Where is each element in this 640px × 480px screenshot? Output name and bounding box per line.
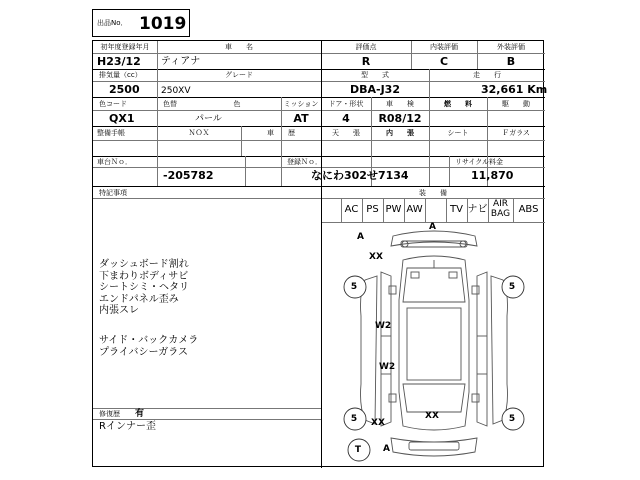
left-doors-shape (381, 272, 391, 426)
exterior-score-value: B (506, 55, 516, 68)
pillar-left-shape (411, 272, 419, 278)
tire-rear-left-value: 5 (350, 414, 358, 424)
car-name-label: 車 名 (225, 43, 253, 51)
remark-line: シートシミ・ヘタリ (99, 282, 189, 293)
color-code-label: 色コード (99, 100, 127, 108)
right-side-shape (491, 276, 508, 424)
chassis-no-label: 車台Ｎｏ． (97, 158, 132, 166)
right-doors-shape (477, 272, 487, 426)
mission-label: ミッション (283, 100, 319, 108)
pillar-right-shape (449, 272, 457, 278)
remarks-label: 特記事項 (99, 189, 127, 197)
recycle-fee-label: リサイクル料金 (455, 158, 504, 166)
tire-rear-right-value: 5 (508, 414, 516, 424)
score-label: 評価点 (355, 43, 377, 51)
remark-line: プライバシーガラス (99, 346, 188, 358)
fuel-label: 燃 料 (444, 100, 472, 108)
score-value: R (361, 55, 371, 68)
mark-a-bottom: A (383, 444, 390, 454)
remarks-group-1 (99, 259, 189, 317)
equip-pw: PW (385, 204, 402, 215)
nox-label: ＮＯＸ (188, 129, 210, 137)
interior-score-value: C (439, 55, 449, 68)
windshield-shape (403, 268, 465, 302)
model-value: DBA-J32 (350, 83, 400, 96)
equipment-row (341, 198, 545, 222)
color-code-value: QX1 (109, 112, 135, 125)
model-label: 型 式 (361, 71, 389, 79)
rear-bumper-shape (391, 438, 477, 456)
exterior-score-label: 外装評価 (497, 43, 525, 51)
equip-ac: AC (344, 204, 359, 215)
equip-abs: ABS (518, 204, 539, 215)
equip-aw: AW (406, 204, 423, 215)
body-top-shape (399, 256, 469, 430)
mileage-label: 走 行 (473, 71, 501, 79)
mirror-left-shape (389, 286, 396, 294)
remark-line: 下まわりボディサビ (99, 270, 189, 282)
roof-shape (407, 308, 461, 380)
mission-value: AT (293, 112, 309, 125)
repair-history-label: 修復歴 (99, 410, 120, 418)
mark-a-top-center: A (429, 222, 436, 232)
inspection-label: 車 検 (386, 100, 414, 108)
mileage-value: 32,661 Km (481, 83, 548, 96)
left-side-shape (361, 276, 378, 424)
doors-value: 4 (342, 112, 350, 125)
equip-navi: ナビ (467, 204, 488, 215)
grade-value: 250XV (161, 86, 191, 96)
mirror-right-shape (472, 286, 479, 294)
repair-note: Rインナー歪 (99, 421, 156, 432)
door-shape-label: ドア・形状 (328, 100, 364, 108)
tire-front-left-value: 5 (350, 282, 358, 292)
panel-left-shape (389, 394, 396, 402)
interior-score-label: 内装評価 (430, 43, 458, 51)
history-label: 車 歴 (267, 129, 295, 137)
remark-line: ダッシュボード割れ (99, 259, 189, 270)
first-reg-label: 初年度登録年月 (100, 43, 150, 51)
glass-label: Ｆガラス (502, 129, 530, 137)
lot-number: 1019 (139, 14, 187, 34)
chassis-no-value: -205782 (163, 169, 214, 182)
grade-label: グレード (225, 71, 253, 79)
remark-line: サイド・バックカメラ (99, 335, 199, 346)
color-value: パール (195, 114, 222, 124)
panel-right-shape (472, 394, 479, 402)
equip-ps: PS (366, 204, 379, 215)
recycle-fee-value: 11,870 (471, 169, 514, 182)
tire-front-right-value: 5 (508, 282, 516, 292)
mark-w2-lower: W2 (379, 362, 396, 372)
displacement-label: 排気量（cc） (99, 71, 142, 79)
color-label: 色 (233, 100, 241, 108)
equip-airbag: AIR BAG (490, 199, 511, 219)
inspection-value: R08/12 (378, 112, 422, 125)
reg-no-value: なにわ302せ7134 (311, 169, 409, 182)
first-reg-value: H23/12 (97, 55, 141, 68)
trunk-shape (409, 442, 459, 450)
color-change-label: 色替 (163, 100, 177, 108)
car-name-value: ティアナ (161, 56, 201, 67)
auction-sheet (92, 40, 548, 467)
equipment-label: 装 備 (419, 189, 447, 197)
interior-label: 内 張 (386, 129, 414, 137)
reg-no-label: 登録Ｎｏ． (287, 158, 322, 166)
displacement-value: 2500 (109, 83, 140, 96)
mark-xx-front-left: XX (369, 252, 383, 262)
spare-tire-value: T (354, 445, 362, 455)
rear-window-shape (403, 384, 465, 412)
lot-number-box (92, 9, 190, 37)
sunroof-label: 天 張 (332, 129, 360, 137)
mark-xx-rear-left: XX (371, 418, 385, 428)
drive-label: 駆 動 (502, 100, 530, 108)
car-diagram (331, 224, 537, 464)
mark-w2-upper: W2 (375, 321, 392, 331)
remark-line: エンドパネル歪み (99, 293, 179, 305)
manual-label: 整備手帳 (97, 129, 125, 137)
mark-xx-rear-center: XX (425, 411, 439, 421)
remark-line: 内張スレ (99, 305, 139, 316)
lot-label: 出品No． (97, 19, 128, 27)
repair-history-value: 有 (135, 409, 145, 419)
mark-a-top-left: A (357, 232, 364, 242)
equip-tv: TV (450, 204, 463, 215)
seat-label: シート (447, 129, 469, 137)
remarks-group-2 (99, 335, 198, 358)
